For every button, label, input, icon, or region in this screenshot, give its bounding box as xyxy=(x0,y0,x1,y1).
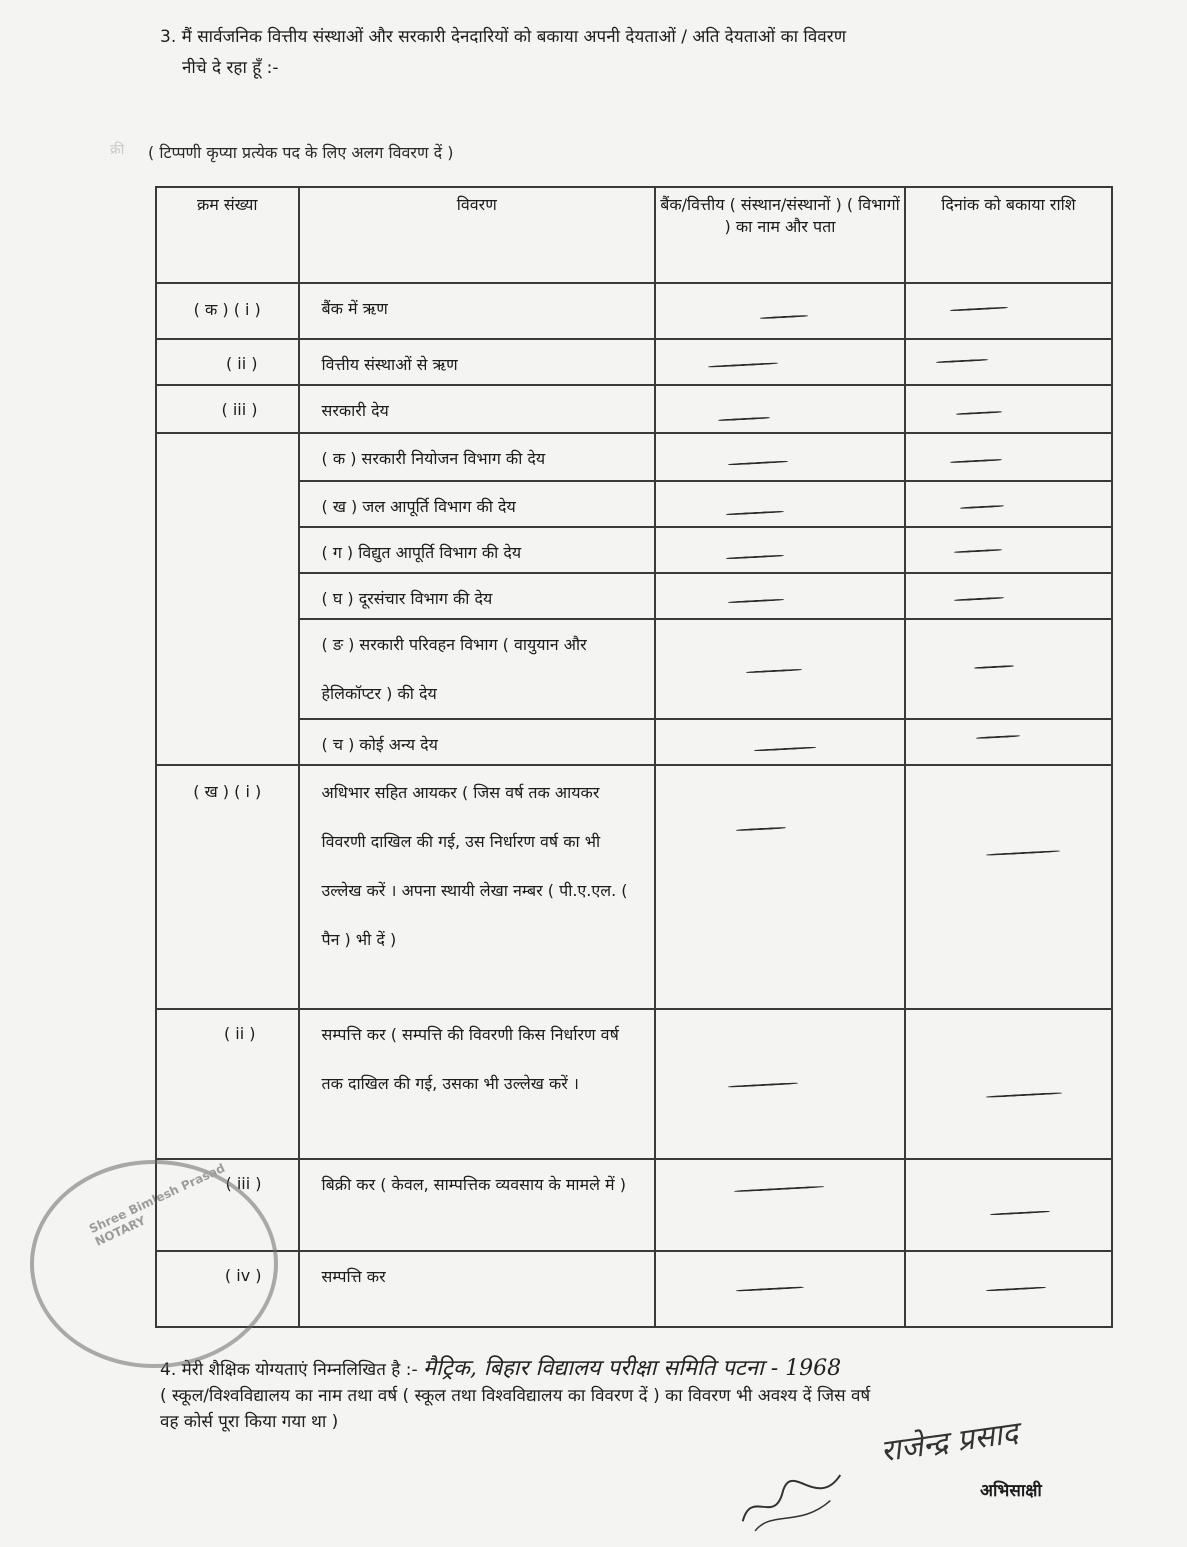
bank-cell xyxy=(655,1009,905,1159)
bank-cell xyxy=(655,433,905,481)
row-description: वित्तीय संस्थाओं से ऋण xyxy=(299,339,656,385)
row-description: ( ङ ) सरकारी परिवहन विभाग ( वायुयान और हेलिकॉप्टर ) की देय xyxy=(299,619,656,719)
bank-cell xyxy=(655,719,905,765)
header-outstanding-amount: दिनांक को बकाया राशि xyxy=(905,187,1112,283)
row-serial: ( ii ) xyxy=(156,1009,299,1159)
heading-line-2: नीचे दे रहा हूँ :- xyxy=(182,58,279,78)
table-row xyxy=(156,765,1112,1009)
table-row xyxy=(156,1251,1112,1327)
amount-cell xyxy=(905,527,1112,573)
header-serial: क्रम संख्या xyxy=(156,187,299,283)
row-serial: ( ख ) ( i ) xyxy=(156,765,299,1009)
handwritten-dash xyxy=(754,746,816,751)
handwritten-dash xyxy=(956,411,1002,415)
row-description: ( च ) कोई अन्य देय xyxy=(299,719,656,765)
amount-cell xyxy=(905,1159,1112,1251)
row-description: सरकारी देय xyxy=(299,385,656,433)
row-description: ( ख ) जल आपूर्ति विभाग की देय xyxy=(299,481,656,527)
education-line-3: वह कोर्स पूरा किया गया था ) xyxy=(160,1412,339,1432)
handwritten-dash xyxy=(746,669,802,674)
row-serial: ( iv ) xyxy=(156,1251,299,1327)
table-row xyxy=(156,283,1112,339)
instruction-note: ( टिप्पणी कृप्या प्रत्येक पद के लिए अलग विवरण दें ) xyxy=(148,143,454,162)
bank-cell xyxy=(655,481,905,527)
handwritten-dash xyxy=(974,665,1014,669)
handwritten-dash xyxy=(728,1082,798,1088)
row-description: ( क ) सरकारी नियोजन विभाग की देय xyxy=(299,433,656,481)
liabilities-table xyxy=(155,186,1113,1328)
handwritten-dash xyxy=(986,1092,1062,1098)
notary-stamp-icon xyxy=(30,1160,278,1368)
bank-cell xyxy=(655,765,905,1009)
bank-cell xyxy=(655,339,905,385)
handwritten-dash xyxy=(986,850,1060,856)
row-description: अधिभार सहित आयकर ( जिस वर्ष तक आयकर विवरणी दाखिल की गई, उस निर्धारण वर्ष का भी उल्लेख करें । अपना स्थायी लेखा नम्बर ( पी.ए.एल. ( पैन ) भी दें ) xyxy=(299,765,656,1009)
bank-cell xyxy=(655,573,905,619)
table-row xyxy=(156,481,1112,527)
table-row xyxy=(156,1159,1112,1251)
table-row xyxy=(156,1009,1112,1159)
heading-line-1: 3. मैं सार्वजनिक वित्तीय संस्थाओं और सरकारी देनदारियों को बकाया अपनी देयताओं / अति देयताओं का विवरण xyxy=(160,27,846,47)
bank-cell xyxy=(655,385,905,433)
handwritten-dash xyxy=(760,315,808,320)
handwritten-dash xyxy=(954,549,1002,554)
handwritten-dash xyxy=(728,599,784,604)
table-row xyxy=(156,719,1112,765)
table-row xyxy=(156,573,1112,619)
table-row xyxy=(156,527,1112,573)
row-serial: ( ii ) xyxy=(156,339,299,385)
amount-cell xyxy=(905,719,1112,765)
witness-label: अभिसाक्षी xyxy=(980,1481,1042,1501)
row-serial: ( iii ) xyxy=(156,1159,299,1251)
row-serial: ( iii ) xyxy=(156,385,299,433)
amount-cell xyxy=(905,385,1112,433)
handwritten-dash xyxy=(950,459,1002,464)
handwritten-dash xyxy=(708,362,778,368)
row-description: सम्पत्ति कर xyxy=(299,1251,656,1327)
row-serial: ( क ) ( i ) xyxy=(156,283,299,339)
amount-cell xyxy=(905,619,1112,719)
handwritten-dash xyxy=(736,1286,804,1292)
stamp-text: Shree Bimlesh Prasad NOTARY xyxy=(86,1160,228,1249)
government-dues-group xyxy=(156,433,299,765)
education-line-1 xyxy=(160,1356,1140,1383)
header-description: विवरण xyxy=(299,187,656,283)
handwritten-dash xyxy=(936,359,988,364)
signature-scribble-icon xyxy=(730,1458,860,1542)
amount-cell xyxy=(905,765,1112,1009)
amount-cell xyxy=(905,433,1112,481)
bleed-through-text: क्री xyxy=(110,142,125,158)
table-row xyxy=(156,433,1112,481)
handwritten-dash xyxy=(976,735,1020,739)
section-3-heading xyxy=(160,22,1120,84)
amount-cell xyxy=(905,1251,1112,1327)
education-label: 4. मेरी शैक्षिक योग्यताएं निम्नलिखित है :- xyxy=(160,1360,418,1380)
deponent-signature: राजेन्द्र प्रसाद xyxy=(878,1415,1021,1470)
handwritten-dash xyxy=(726,554,784,559)
row-description: बिक्री कर ( केवल, साम्पत्तिक व्यवसाय के मामले में ) xyxy=(299,1159,656,1251)
bank-cell xyxy=(655,1159,905,1251)
handwritten-dash xyxy=(960,505,1004,509)
handwritten-dash xyxy=(736,827,786,832)
attestation-initials-icon xyxy=(730,1458,861,1547)
handwritten-dash xyxy=(954,597,1004,602)
row-description: ( घ ) दूरसंचार विभाग की देय xyxy=(299,573,656,619)
amount-cell xyxy=(905,573,1112,619)
education-line-2: ( स्कूल/विश्वविद्यालय का नाम तथा वर्ष ( स्कूल तथा विश्वविद्यालय का विवरण दें ) का विवरण भी अवश्य दें जिस वर्ष xyxy=(160,1386,871,1406)
handwritten-dash xyxy=(718,417,770,422)
handwritten-dash xyxy=(990,1210,1050,1215)
header-bank-name: बैंक/वित्तीय ( संस्थान/संस्थानों ) ( विभागों ) का नाम और पता xyxy=(655,187,905,283)
table-header-row xyxy=(156,187,1112,283)
bank-cell xyxy=(655,619,905,719)
bank-cell xyxy=(655,283,905,339)
bank-cell xyxy=(655,1251,905,1327)
handwritten-dash xyxy=(950,306,1008,311)
row-description: सम्पत्ति कर ( सम्पत्ति की विवरणी किस निर्धारण वर्ष तक दाखिल की गई, उसका भी उल्लेख करें । xyxy=(299,1009,656,1159)
amount-cell xyxy=(905,339,1112,385)
row-description: बैंक में ऋण xyxy=(299,283,656,339)
handwritten-dash xyxy=(986,1286,1046,1291)
amount-cell xyxy=(905,481,1112,527)
amount-cell xyxy=(905,283,1112,339)
handwritten-dash xyxy=(734,1186,824,1193)
row-description: ( ग ) विद्युत आपूर्ति विभाग की देय xyxy=(299,527,656,573)
handwritten-qualification: मैट्रिक, बिहार विद्यालय परीक्षा समिति पटना - 1968 xyxy=(423,1356,842,1381)
bank-cell xyxy=(655,527,905,573)
handwritten-dash xyxy=(726,510,784,515)
handwritten-dash xyxy=(728,460,788,465)
table-row xyxy=(156,619,1112,719)
table-row xyxy=(156,339,1112,385)
table-row xyxy=(156,385,1112,433)
amount-cell xyxy=(905,1009,1112,1159)
